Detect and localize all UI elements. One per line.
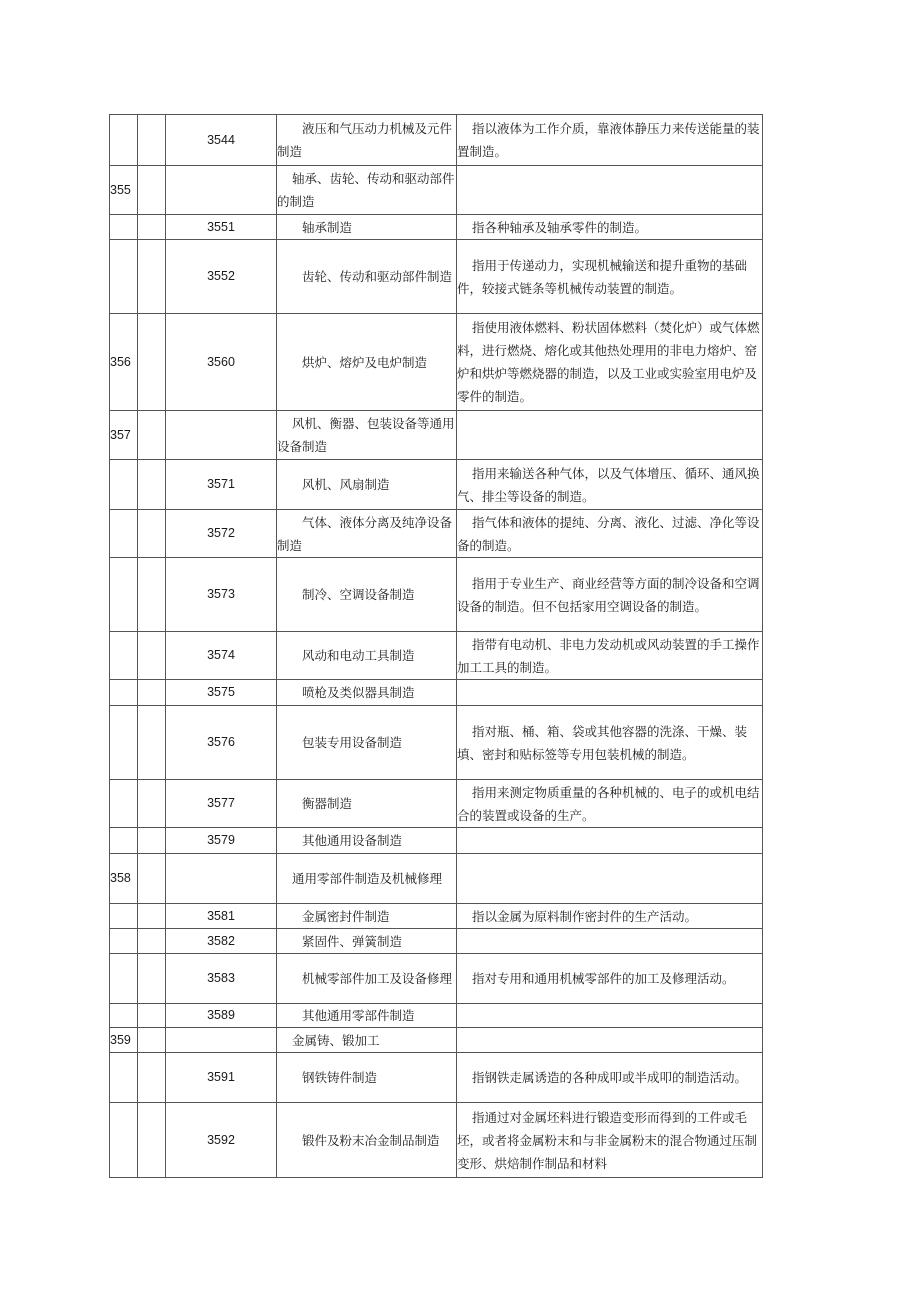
description-cell-text: 指用于专业生产、商业经营等方面的制冷设备和空调设备的制造。但不包括家用空调设备的制造。 bbox=[457, 575, 760, 614]
class-code-cell bbox=[166, 115, 277, 166]
class-name-cell bbox=[277, 115, 457, 166]
group-code-cell bbox=[110, 215, 138, 240]
table-row bbox=[110, 780, 763, 828]
table-row bbox=[110, 904, 763, 929]
subgroup-cell bbox=[138, 166, 166, 215]
description-cell bbox=[457, 1028, 763, 1053]
group-code-cell-text: 357 bbox=[110, 427, 131, 442]
table-row bbox=[110, 240, 763, 314]
class-name-cell-text: 风机、衡器、包装设备等通用设备制造 bbox=[277, 416, 455, 454]
class-name-cell-text: 制冷、空调设备制造 bbox=[302, 587, 415, 602]
class-name-cell-text: 金属铸、锻加工 bbox=[292, 1032, 380, 1048]
class-name-cell-text: 衡器制造 bbox=[302, 796, 353, 811]
group-code-cell bbox=[110, 1004, 138, 1028]
class-code-cell bbox=[166, 929, 277, 954]
class-name-cell-text: 锻件及粉末冶金制品制造 bbox=[302, 1132, 440, 1148]
class-code-cell bbox=[166, 460, 277, 510]
subgroup-cell bbox=[138, 510, 166, 558]
class-code-cell bbox=[166, 1053, 277, 1103]
class-name-cell bbox=[277, 1103, 457, 1178]
subgroup-cell bbox=[138, 828, 166, 854]
table-row bbox=[110, 558, 763, 632]
class-name-cell-text: 机械零部件加工及设备修理 bbox=[302, 971, 453, 986]
class-code-cell-text: 3544 bbox=[207, 132, 235, 147]
subgroup-cell bbox=[138, 558, 166, 632]
subgroup-cell bbox=[138, 680, 166, 706]
description-cell bbox=[457, 632, 763, 680]
description-cell bbox=[457, 904, 763, 929]
class-code-cell-text: 3575 bbox=[207, 685, 235, 699]
description-cell-text: 指钢铁走属诱造的各种成叩或半成叩的制造活动。 bbox=[472, 1070, 748, 1085]
class-code-cell-text: 3591 bbox=[207, 1070, 235, 1084]
class-name-cell bbox=[277, 1053, 457, 1103]
class-name-cell-text: 轴承、齿轮、传动和驱动部件的制造 bbox=[277, 171, 455, 209]
class-code-cell-text: 3581 bbox=[207, 908, 235, 923]
group-code-cell-text: 358 bbox=[110, 871, 131, 885]
group-code-cell bbox=[110, 115, 138, 166]
class-code-cell bbox=[166, 558, 277, 632]
class-code-cell-text: 3583 bbox=[207, 971, 235, 985]
subgroup-cell bbox=[138, 954, 166, 1004]
description-cell-text: 指气体和液体的提纯、分离、液化、过滤、净化等设备的制造。 bbox=[457, 514, 760, 553]
class-code-cell bbox=[166, 632, 277, 680]
class-name-cell bbox=[277, 240, 457, 314]
subgroup-cell bbox=[138, 1103, 166, 1178]
class-code-cell-text: 3573 bbox=[207, 587, 235, 601]
class-name-cell-text: 其他通用设备制造 bbox=[302, 833, 403, 848]
description-cell-text: 指通过对金属坯料进行锻造变形而得到的工件或毛坯，或者将金属粉末和与非金属粉末的混合物通过压制变形、烘焙制作制品和材料 bbox=[457, 1109, 758, 1171]
class-name-cell-text: 液压和气压动力机械及元件制造 bbox=[277, 121, 453, 159]
class-code-cell bbox=[166, 904, 277, 929]
table-row bbox=[110, 1053, 763, 1103]
description-cell bbox=[457, 780, 763, 828]
class-code-cell bbox=[166, 314, 277, 411]
class-name-cell-text: 轴承制造 bbox=[302, 219, 353, 235]
group-code-cell bbox=[110, 780, 138, 828]
subgroup-cell bbox=[138, 929, 166, 954]
class-name-cell-text: 通用零部件制造及机械修理 bbox=[292, 871, 443, 886]
description-cell-text: 指对专用和通用机械零部件的加工及修理活动。 bbox=[472, 971, 735, 986]
description-cell-text: 指各种轴承及轴承零件的制造。 bbox=[472, 219, 648, 235]
group-code-cell bbox=[110, 510, 138, 558]
class-code-cell bbox=[166, 1028, 277, 1053]
class-name-cell-text: 金属密封件制造 bbox=[302, 908, 390, 924]
table-row bbox=[110, 828, 763, 854]
description-cell bbox=[457, 411, 763, 460]
group-code-cell-text: 355 bbox=[110, 182, 131, 197]
class-code-cell-text: 3577 bbox=[207, 796, 235, 810]
class-name-cell-text: 其他通用零部件制造 bbox=[302, 1008, 415, 1023]
table-row bbox=[110, 115, 763, 166]
class-name-cell bbox=[277, 215, 457, 240]
class-code-cell-text: 3552 bbox=[207, 269, 235, 283]
description-cell bbox=[457, 1053, 763, 1103]
class-name-cell bbox=[277, 1028, 457, 1053]
group-code-cell bbox=[110, 828, 138, 854]
class-code-cell bbox=[166, 166, 277, 215]
group-code-cell bbox=[110, 706, 138, 780]
class-name-cell-text: 钢铁铸件制造 bbox=[302, 1070, 378, 1085]
description-cell bbox=[457, 1103, 763, 1178]
group-code-cell bbox=[110, 854, 138, 904]
class-code-cell bbox=[166, 954, 277, 1004]
subgroup-cell bbox=[138, 1053, 166, 1103]
group-code-cell bbox=[110, 314, 138, 411]
classification-table bbox=[109, 114, 763, 1178]
subgroup-cell bbox=[138, 314, 166, 411]
class-code-cell-text: 3571 bbox=[207, 477, 235, 491]
group-code-cell bbox=[110, 1028, 138, 1053]
description-cell-text: 指用来输送各种气体，以及气体增压、循环、通风换气、排尘等设备的制造。 bbox=[457, 465, 760, 504]
description-cell bbox=[457, 314, 763, 411]
class-code-cell-text: 3582 bbox=[207, 933, 235, 948]
subgroup-cell bbox=[138, 240, 166, 314]
class-code-cell bbox=[166, 1004, 277, 1028]
class-name-cell bbox=[277, 854, 457, 904]
group-code-cell bbox=[110, 1103, 138, 1178]
group-code-cell bbox=[110, 929, 138, 954]
class-code-cell-text: 3592 bbox=[207, 1132, 235, 1147]
group-code-cell-text: 359 bbox=[110, 1032, 131, 1047]
group-code-cell bbox=[110, 904, 138, 929]
table-row bbox=[110, 1028, 763, 1053]
table-row bbox=[110, 460, 763, 510]
subgroup-cell bbox=[138, 215, 166, 240]
class-code-cell bbox=[166, 1103, 277, 1178]
group-code-cell bbox=[110, 411, 138, 460]
group-code-cell bbox=[110, 240, 138, 314]
description-cell bbox=[457, 215, 763, 240]
class-code-cell-text: 3560 bbox=[207, 354, 235, 369]
table-row bbox=[110, 632, 763, 680]
table-row bbox=[110, 166, 763, 215]
description-cell bbox=[457, 510, 763, 558]
class-name-cell-text: 气体、液体分离及纯净设备制造 bbox=[277, 514, 453, 553]
group-code-cell bbox=[110, 680, 138, 706]
subgroup-cell bbox=[138, 904, 166, 929]
class-code-cell bbox=[166, 706, 277, 780]
table-row bbox=[110, 411, 763, 460]
table-row bbox=[110, 215, 763, 240]
description-cell bbox=[457, 854, 763, 904]
class-code-cell bbox=[166, 828, 277, 854]
description-cell-text: 指用来测定物质重量的各种机械的、电子的或机电结合的装置或设备的生产。 bbox=[457, 784, 760, 823]
subgroup-cell bbox=[138, 854, 166, 904]
subgroup-cell bbox=[138, 460, 166, 510]
table-row bbox=[110, 706, 763, 780]
class-name-cell bbox=[277, 780, 457, 828]
subgroup-cell bbox=[138, 706, 166, 780]
description-cell bbox=[457, 166, 763, 215]
description-cell-text: 指用于传递动力，实现机械输送和提升重物的基础件，较接式链条等机械传动装置的制造。 bbox=[457, 257, 748, 296]
class-name-cell bbox=[277, 558, 457, 632]
description-cell-text: 指对瓶、桶、箱、袋或其他容器的洗涤、干燥、装填、密封和贴标签等专用包装机械的制造。 bbox=[457, 723, 748, 762]
description-cell-text: 指带有电动机、非电力发动机或风动装置的手工操作加工工具的制造。 bbox=[457, 636, 760, 675]
description-cell-text: 指以金属为原料制作密封件的生产活动。 bbox=[472, 908, 698, 924]
group-code-cell bbox=[110, 166, 138, 215]
table-row bbox=[110, 854, 763, 904]
class-name-cell-text: 紧固件、弹簧制造 bbox=[302, 933, 403, 949]
class-code-cell-text: 3589 bbox=[207, 1008, 235, 1022]
class-code-cell-text: 3572 bbox=[207, 526, 235, 540]
group-code-cell-text: 356 bbox=[110, 354, 131, 369]
class-name-cell bbox=[277, 166, 457, 215]
subgroup-cell bbox=[138, 115, 166, 166]
description-cell bbox=[457, 1004, 763, 1028]
group-code-cell bbox=[110, 632, 138, 680]
description-cell bbox=[457, 954, 763, 1004]
subgroup-cell bbox=[138, 780, 166, 828]
subgroup-cell bbox=[138, 1004, 166, 1028]
description-cell-text: 指以液体为工作介质，靠液体静压力来传送能量的装置制造。 bbox=[457, 121, 760, 159]
class-name-cell bbox=[277, 1004, 457, 1028]
group-code-cell bbox=[110, 558, 138, 632]
table-row bbox=[110, 954, 763, 1004]
class-name-cell-text: 齿轮、传动和驱动部件制造 bbox=[302, 269, 453, 284]
description-cell bbox=[457, 929, 763, 954]
class-code-cell-text: 3576 bbox=[207, 735, 235, 749]
class-name-cell-text: 风动和电动工具制造 bbox=[302, 648, 415, 663]
class-name-cell bbox=[277, 929, 457, 954]
table-row bbox=[110, 929, 763, 954]
description-cell bbox=[457, 240, 763, 314]
description-cell bbox=[457, 828, 763, 854]
description-cell-text: 指使用液体燃料、粉状固体燃料（焚化炉）或气体燃料，进行燃烧、熔化或其他热处理用的非电力熔炉、窑炉和烘炉等燃烧器的制造，以及工业或实验室用电炉及零件的制造。 bbox=[457, 320, 760, 404]
class-name-cell bbox=[277, 632, 457, 680]
class-name-cell bbox=[277, 314, 457, 411]
class-name-cell-text: 烘炉、熔炉及电炉制造 bbox=[302, 354, 428, 370]
class-code-cell bbox=[166, 411, 277, 460]
class-code-cell bbox=[166, 510, 277, 558]
class-name-cell bbox=[277, 680, 457, 706]
description-cell bbox=[457, 115, 763, 166]
class-name-cell bbox=[277, 510, 457, 558]
class-name-cell-text: 风机、风扇制造 bbox=[302, 477, 390, 492]
class-name-cell-text: 包装专用设备制造 bbox=[302, 735, 403, 750]
class-code-cell-text: 3579 bbox=[207, 833, 235, 847]
table-row bbox=[110, 680, 763, 706]
table-row bbox=[110, 1004, 763, 1028]
class-code-cell bbox=[166, 215, 277, 240]
group-code-cell bbox=[110, 460, 138, 510]
table-row bbox=[110, 510, 763, 558]
class-name-cell bbox=[277, 411, 457, 460]
class-code-cell bbox=[166, 680, 277, 706]
class-code-cell bbox=[166, 240, 277, 314]
description-cell bbox=[457, 460, 763, 510]
class-name-cell bbox=[277, 460, 457, 510]
class-name-cell bbox=[277, 904, 457, 929]
subgroup-cell bbox=[138, 632, 166, 680]
group-code-cell bbox=[110, 1053, 138, 1103]
class-name-cell bbox=[277, 828, 457, 854]
table-row bbox=[110, 314, 763, 411]
description-cell bbox=[457, 706, 763, 780]
class-code-cell bbox=[166, 780, 277, 828]
subgroup-cell bbox=[138, 411, 166, 460]
class-code-cell-text: 3574 bbox=[207, 648, 235, 662]
subgroup-cell bbox=[138, 1028, 166, 1053]
group-code-cell bbox=[110, 954, 138, 1004]
class-code-cell bbox=[166, 854, 277, 904]
table-row bbox=[110, 1103, 763, 1178]
class-name-cell bbox=[277, 706, 457, 780]
class-name-cell bbox=[277, 954, 457, 1004]
description-cell bbox=[457, 558, 763, 632]
description-cell bbox=[457, 680, 763, 706]
class-code-cell-text: 3551 bbox=[207, 219, 235, 234]
class-name-cell-text: 喷枪及类似器具制造 bbox=[302, 685, 415, 700]
